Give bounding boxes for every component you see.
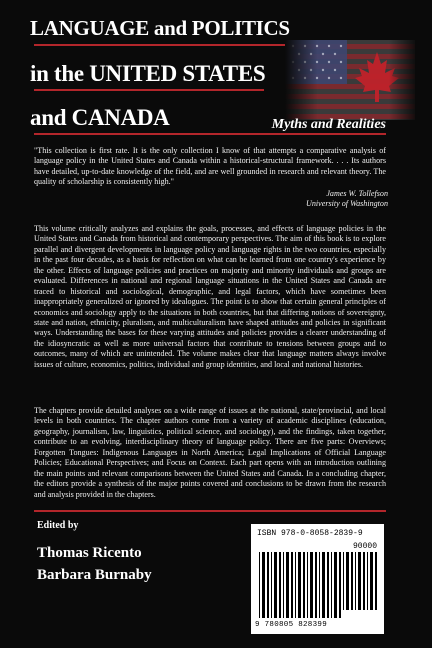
title-line-3: and CANADA <box>30 105 170 130</box>
title-line-1: LANGUAGE and POLITICS <box>30 16 290 40</box>
quote-affiliation: University of Washington <box>306 199 388 209</box>
editor-name: Thomas Ricento <box>37 545 142 561</box>
book-subtitle: Myths and Realities <box>271 117 386 132</box>
quote-attribution <box>306 189 388 210</box>
endorsement-quote: "This collection is first rate. It is the only collection I know of that attempts a comparative analysis of language policy in the United States and Canada within a historical-structural framework. . . . Its authors have detailed, up-to-date knowledge of the field, and are well grounded in research and relevant theory. The quality of scholarship is consistently high." <box>34 146 386 187</box>
editor-name: Barbara Burnaby <box>37 567 152 583</box>
isbn-text: ISBN 978-0-8058-2839-9 <box>257 529 363 538</box>
ean-text: 9 780805 828399 <box>255 621 328 629</box>
title-divider-3 <box>34 133 386 135</box>
quote-author: James W. Tollefson <box>326 189 388 198</box>
edited-by-label: Edited by <box>37 520 79 531</box>
title-divider-2 <box>34 89 264 91</box>
price-code: 90000 <box>352 542 377 551</box>
editors-divider <box>34 510 386 512</box>
title-line-2: in the UNITED STATES <box>30 61 266 86</box>
barcode-addon-icon <box>343 552 377 610</box>
barcode-block <box>251 524 384 634</box>
description-paragraph-2: The chapters provide detailed analyses on a wide range of issues at the national, state/provincial, and local levels in both countries. The chapter authors come from a variety of academic disciplines (education, geography, journalism, law, linguistics, political science, and sociology), and the findings, taken together, contribute to an evolving, interdisciplinary theory of language policy. There are five parts: Overviews; Forgotten Tongues: Indigenous Languages in North America; Legal Implications of Official Language Policies; Educational Perspectives; and Focus on Context. Each part opens with an introduction outlining the main points and relevant comparisons between the United States and Canada. In a concluding chapter, the editors provide a synthesis of the major points covered and conclusions to be drawn from the research and analysis provided in the chapters. <box>34 406 386 499</box>
us-canada-flag-icon <box>285 40 415 120</box>
description-paragraph-1: This volume critically analyzes and explains the goals, processes, and effects of language policies in the United States and Canada from historical and contemporary perspectives. The aim of this book is to explore parallel and divergent developments in language policy and language rights in the two countries, especially in the past four decades, as a basis for reflection on what can be learned from one country's experience by the other. Effects of language policies and practices on majority and minority individuals and groups are evaluated. Differences in national and regional language situations in the United States and Canada are traced to historical and sociological, demographic, and legal factors, which have sometimes been inappropriately generalized or ignored by idealogues. The point is to show that certain general principles of economics and sociology apply to the situations in both countries, but that differing notions of sovereignty, state and nation, ethnicity, pluralism, and multiculturalism have shaped attitudes and policies in significant ways. Understanding the bases for these varying attitudes and policies provides a clearer understanding of the idiosyncratic as well as more universal factors that contribute to tensions between groups and to outcomes, many of which are unintended. The volume makes clear that language matters always involve issues of culture, economics, politics, individual and group identities, and local and national histories. <box>34 224 386 369</box>
barcode-icon <box>259 552 341 618</box>
